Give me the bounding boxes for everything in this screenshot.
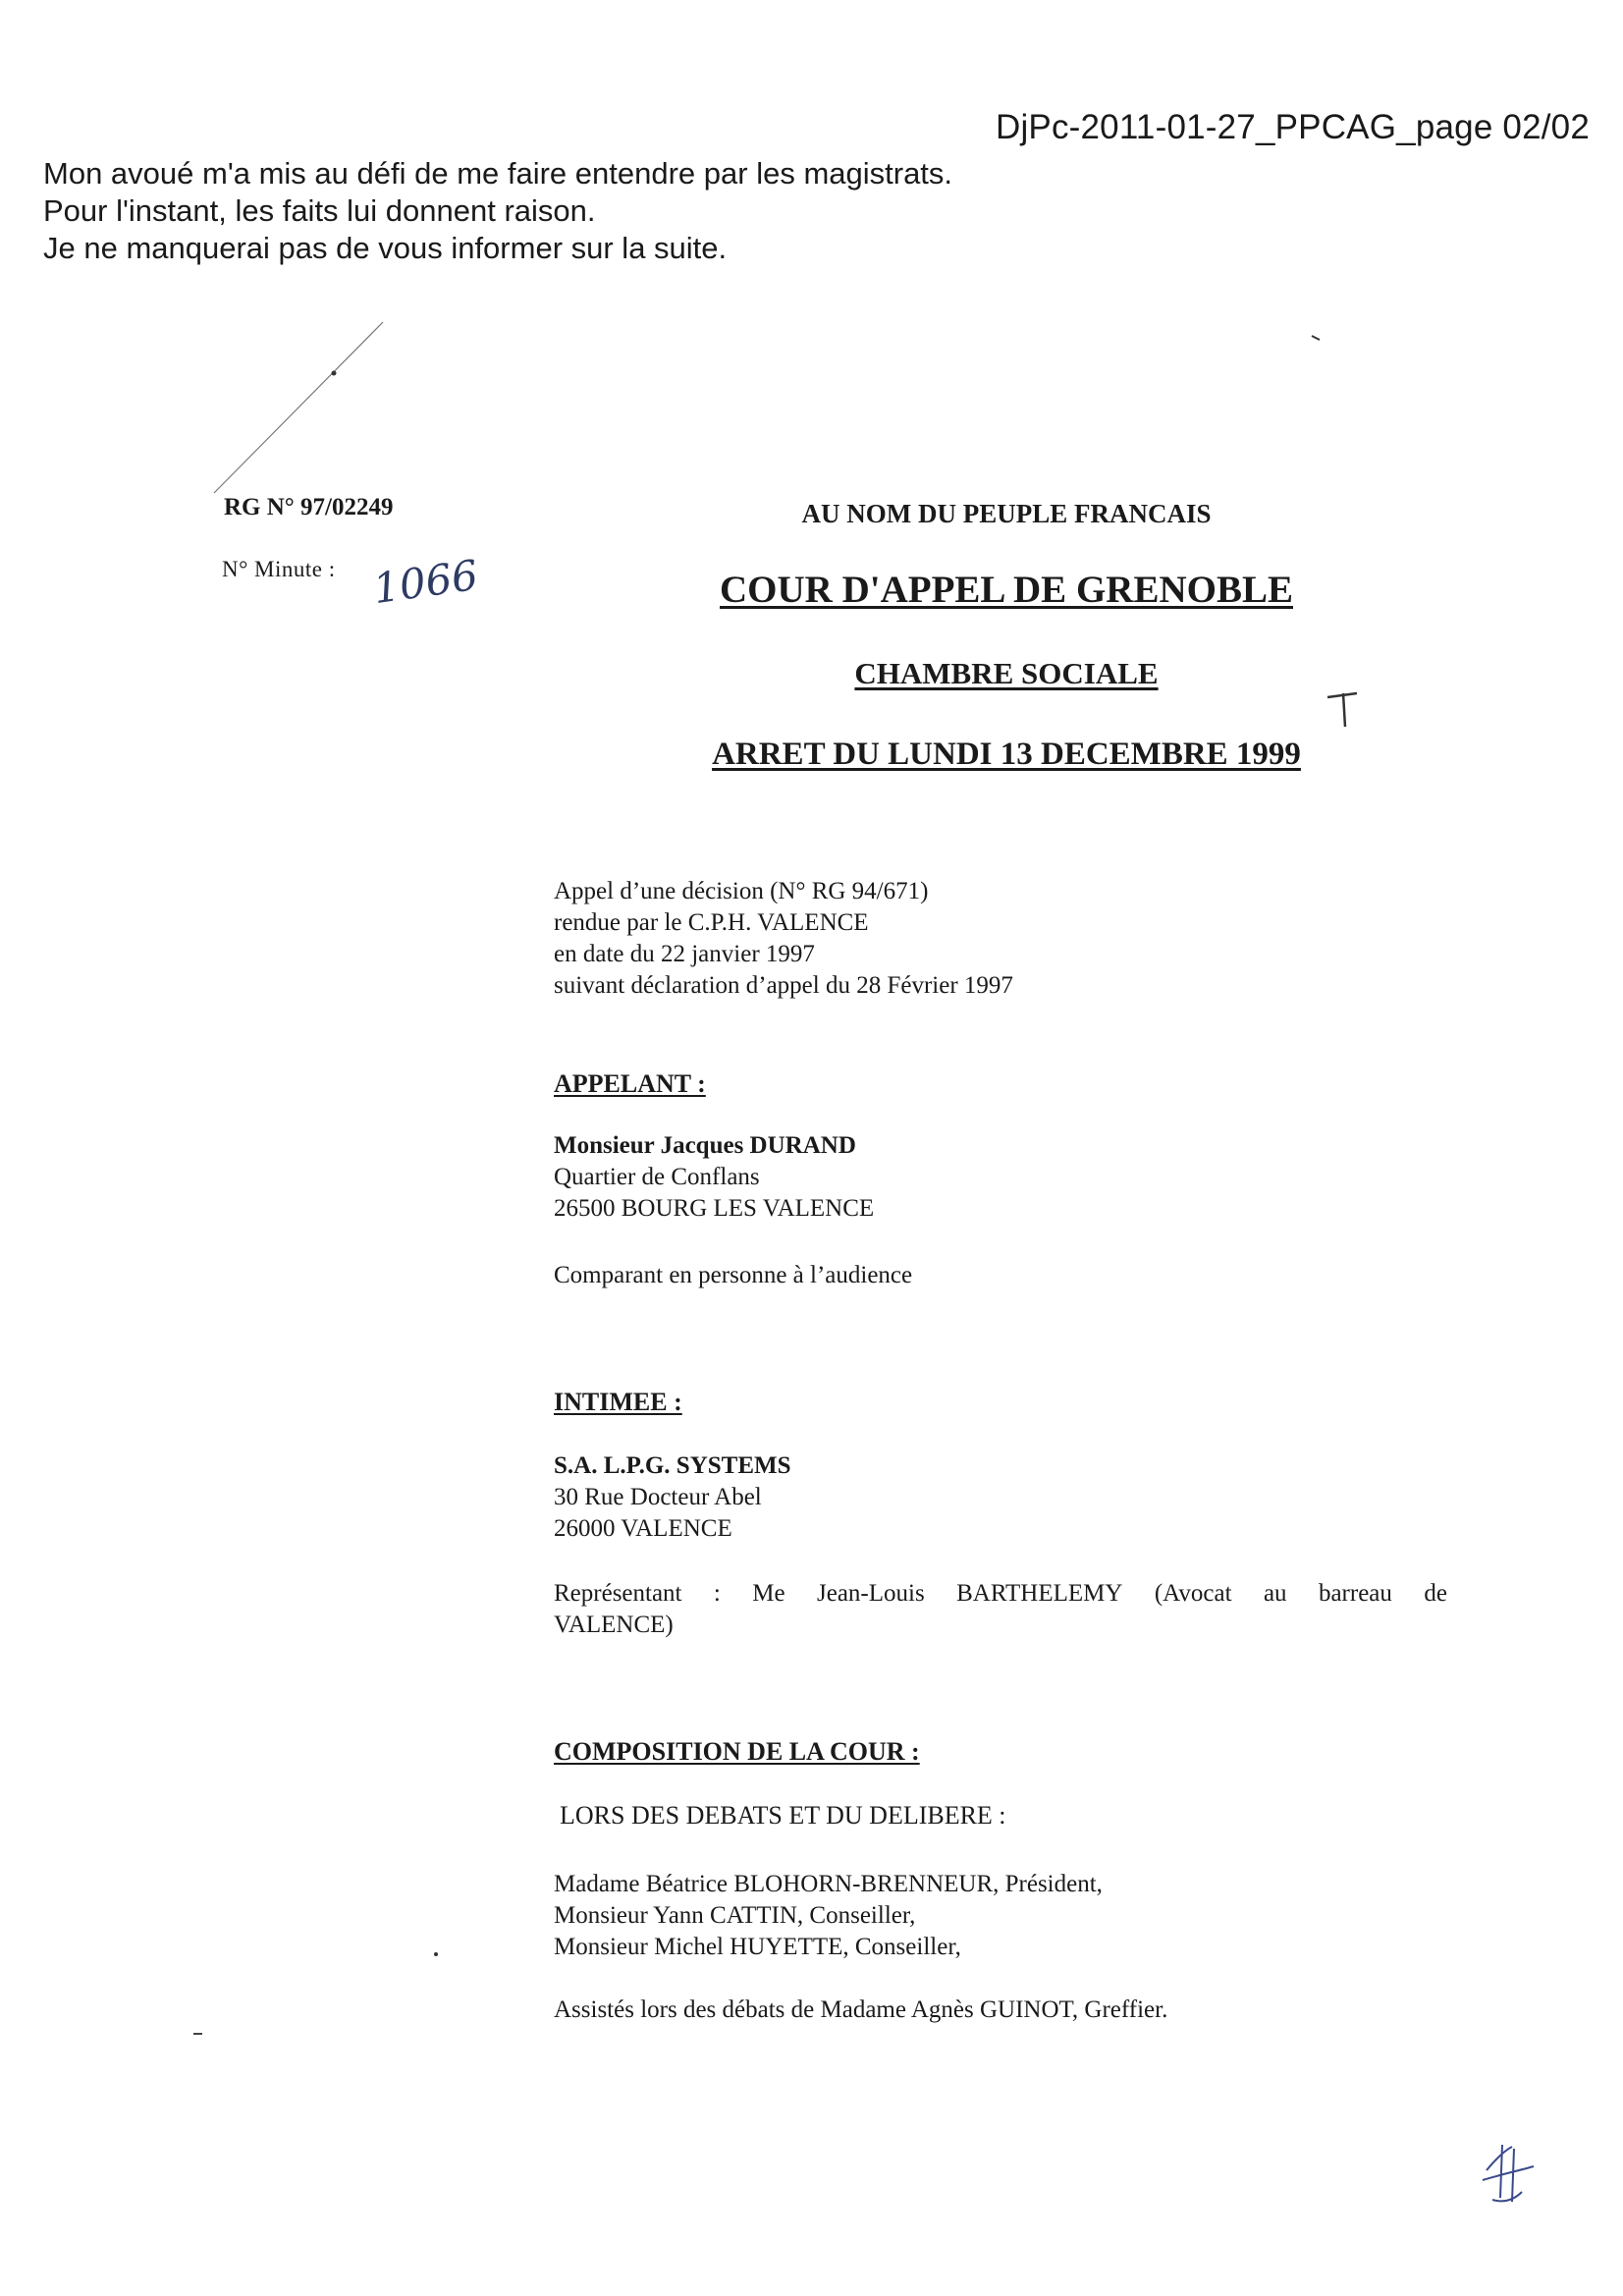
representative-line: VALENCE) [554, 1612, 674, 1638]
appeal-details [554, 876, 1013, 1002]
composition-heading: COMPOSITION DE LA COUR : [554, 1737, 920, 1766]
court-name: COUR D'APPEL DE GRENOBLE [720, 569, 1293, 611]
minute-number-handwritten: 1066 [370, 550, 481, 614]
representative-word: Représentant [554, 1580, 682, 1607]
appelant-note: Comparant en personne à l’audience [554, 1262, 913, 1288]
representative-word: Me [752, 1580, 785, 1607]
case-number: RG N° 97/02249 [224, 494, 394, 520]
intimee-address-line: 26000 VALENCE [554, 1515, 732, 1542]
appeal-line: en date du 22 janvier 1997 [554, 941, 815, 967]
ruling-date: ARRET DU LUNDI 13 DECEMBRE 1999 [712, 737, 1301, 772]
appeal-line: Appel d’une décision (N° RG 94/671) [554, 878, 929, 904]
judges-list [554, 1869, 1103, 1963]
handwritten-initials-mark [1473, 2141, 1542, 2219]
representative-word: au [1263, 1580, 1287, 1607]
judge-line: Monsieur Michel HUYETTE, Conseiller, [554, 1934, 961, 1960]
chamber-name: CHAMBRE SOCIALE [854, 656, 1159, 690]
appelant-address-line: Quartier de Conflans [554, 1164, 760, 1190]
intro-line: Mon avoué m'a mis au défi de me faire entendre par les magistrats. [43, 156, 953, 191]
intro-text [43, 155, 952, 267]
representative-word: : [713, 1580, 721, 1607]
intimee-name: S.A. L.P.G. SYSTEMS [554, 1452, 791, 1479]
handwritten-tick-mark [1324, 687, 1363, 732]
representative-word: barreau [1318, 1580, 1392, 1607]
scan-stroke-mark [206, 314, 393, 501]
scan-speck [432, 1949, 440, 1959]
representative-word: (Avocat [1154, 1580, 1232, 1607]
appeal-line: suivant déclaration d’appel du 28 Février 1997 [554, 972, 1013, 999]
representative-word: Jean-Louis [817, 1580, 925, 1607]
greffier-line: Assistés lors des débats de Madame Agnès GUINOT, Greffier. [554, 1996, 1168, 2023]
intro-line: Je ne manquerai pas de vous informer sur la suite. [43, 231, 728, 265]
appelant-address-line: 26500 BOURG LES VALENCE [554, 1195, 875, 1222]
scan-speck [192, 2031, 204, 2037]
scan-speck [1311, 334, 1323, 342]
intro-line: Pour l'instant, les faits lui donnent raison. [43, 193, 596, 228]
appelant-name: Monsieur Jacques DURAND [554, 1132, 856, 1159]
representative-word: de [1424, 1580, 1447, 1607]
page-reference: DjPc-2011-01-27_PPCAG_page 02/02 [995, 108, 1590, 146]
judge-line: Madame Béatrice BLOHORN-BRENNEUR, Président, [554, 1871, 1103, 1897]
appeal-line: rendue par le C.P.H. VALENCE [554, 909, 869, 936]
court-formula: AU NOM DU PEUPLE FRANCAIS [801, 499, 1212, 528]
composition-subheading: LORS DES DEBATS ET DU DELIBERE : [560, 1801, 1006, 1830]
intimee-representative [554, 1578, 1447, 1641]
representative-word: BARTHELEMY [956, 1580, 1123, 1607]
intimee-address-line: 30 Rue Docteur Abel [554, 1484, 762, 1510]
intimee-block [554, 1450, 791, 1545]
appelant-block [554, 1130, 874, 1225]
appelant-heading: APPELANT : [554, 1069, 706, 1098]
intimee-heading: INTIMEE : [554, 1388, 682, 1416]
representative-line [554, 1578, 1447, 1610]
judge-line: Monsieur Yann CATTIN, Conseiller, [554, 1902, 916, 1929]
minute-label: N° Minute : [222, 557, 336, 581]
